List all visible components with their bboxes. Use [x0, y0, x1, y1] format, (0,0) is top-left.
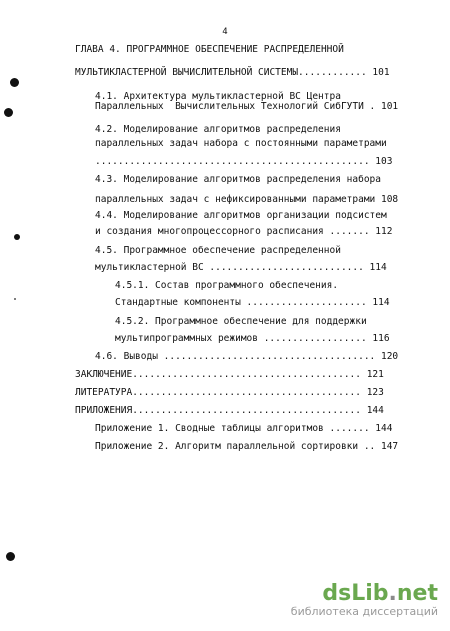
binder-hole-mark — [6, 552, 15, 561]
toc-line: ГЛАВА 4. ПРОГРАММНОЕ ОБЕСПЕЧЕНИЕ РАСПРЕДЕЛЕННОЙ — [75, 44, 344, 55]
toc-line: ПРИЛОЖЕНИЯ........................................ 144 — [75, 405, 384, 416]
binder-hole-mark — [10, 78, 19, 87]
toc-line: 4.1. Архитектура мультикластерной ВС Центра — [95, 91, 341, 102]
toc-line: МУЛЬТИКЛАСТЕРНОЙ ВЫЧИСЛИТЕЛЬНОЙ СИСТЕМЫ............ 101 — [75, 67, 390, 78]
toc-line: Приложение 2. Алгоритм параллельной сортировки .. 147 — [95, 441, 399, 452]
toc-line: параллельных задач набора с постоянными параметрами — [95, 138, 387, 149]
toc-line: 4.5.1. Состав программного обеспечения. — [115, 280, 339, 291]
page-number: 4 — [222, 27, 228, 37]
toc-line: мультипрограммных режимов .................. 116 — [115, 333, 390, 344]
toc-line: ЛИТЕРАТУРА........................................ 123 — [75, 387, 384, 398]
binder-hole-mark — [4, 108, 13, 117]
toc-line: 4.6. Выводы ..................................... 120 — [95, 351, 399, 362]
watermark-tagline: библиотека диссертаций — [290, 605, 438, 618]
toc-line: мультикластерной ВС ........................... 114 — [95, 262, 387, 273]
scan-speck — [14, 298, 16, 300]
toc-line: 4.4. Моделирование алгоритмов организации подсистем — [95, 210, 387, 221]
toc-line: и создания многопроцессорного расписания ....... 112 — [95, 226, 393, 237]
toc-line: Стандартные компоненты ..................... 114 — [115, 297, 390, 308]
watermark-brand: dsLib.net — [322, 581, 438, 606]
toc-line: Приложение 1. Сводные таблицы алгоритмов ....... 144 — [95, 423, 393, 434]
toc-line: 4.5.2. Программное обеспечение для поддержки — [115, 316, 367, 327]
binder-hole-mark — [14, 234, 20, 240]
watermark-logo — [291, 583, 438, 619]
toc-line: параллельных задач с нефиксированными параметрами 108 — [95, 194, 399, 205]
toc-line: 4.2. Моделирование алгоритмов распределения — [95, 124, 341, 135]
toc-line: 4.5. Программное обеспечение распределенной — [95, 245, 341, 256]
toc-line: Параллельных Вычислительных Технологий СибГУТИ . 101 — [95, 101, 399, 112]
toc-line: ЗАКЛЮЧЕНИЕ........................................ 121 — [75, 369, 384, 380]
toc-line: 4.3. Моделирование алгоритмов распределения набора — [95, 174, 381, 185]
toc-line: ................................................ 103 — [95, 156, 393, 167]
